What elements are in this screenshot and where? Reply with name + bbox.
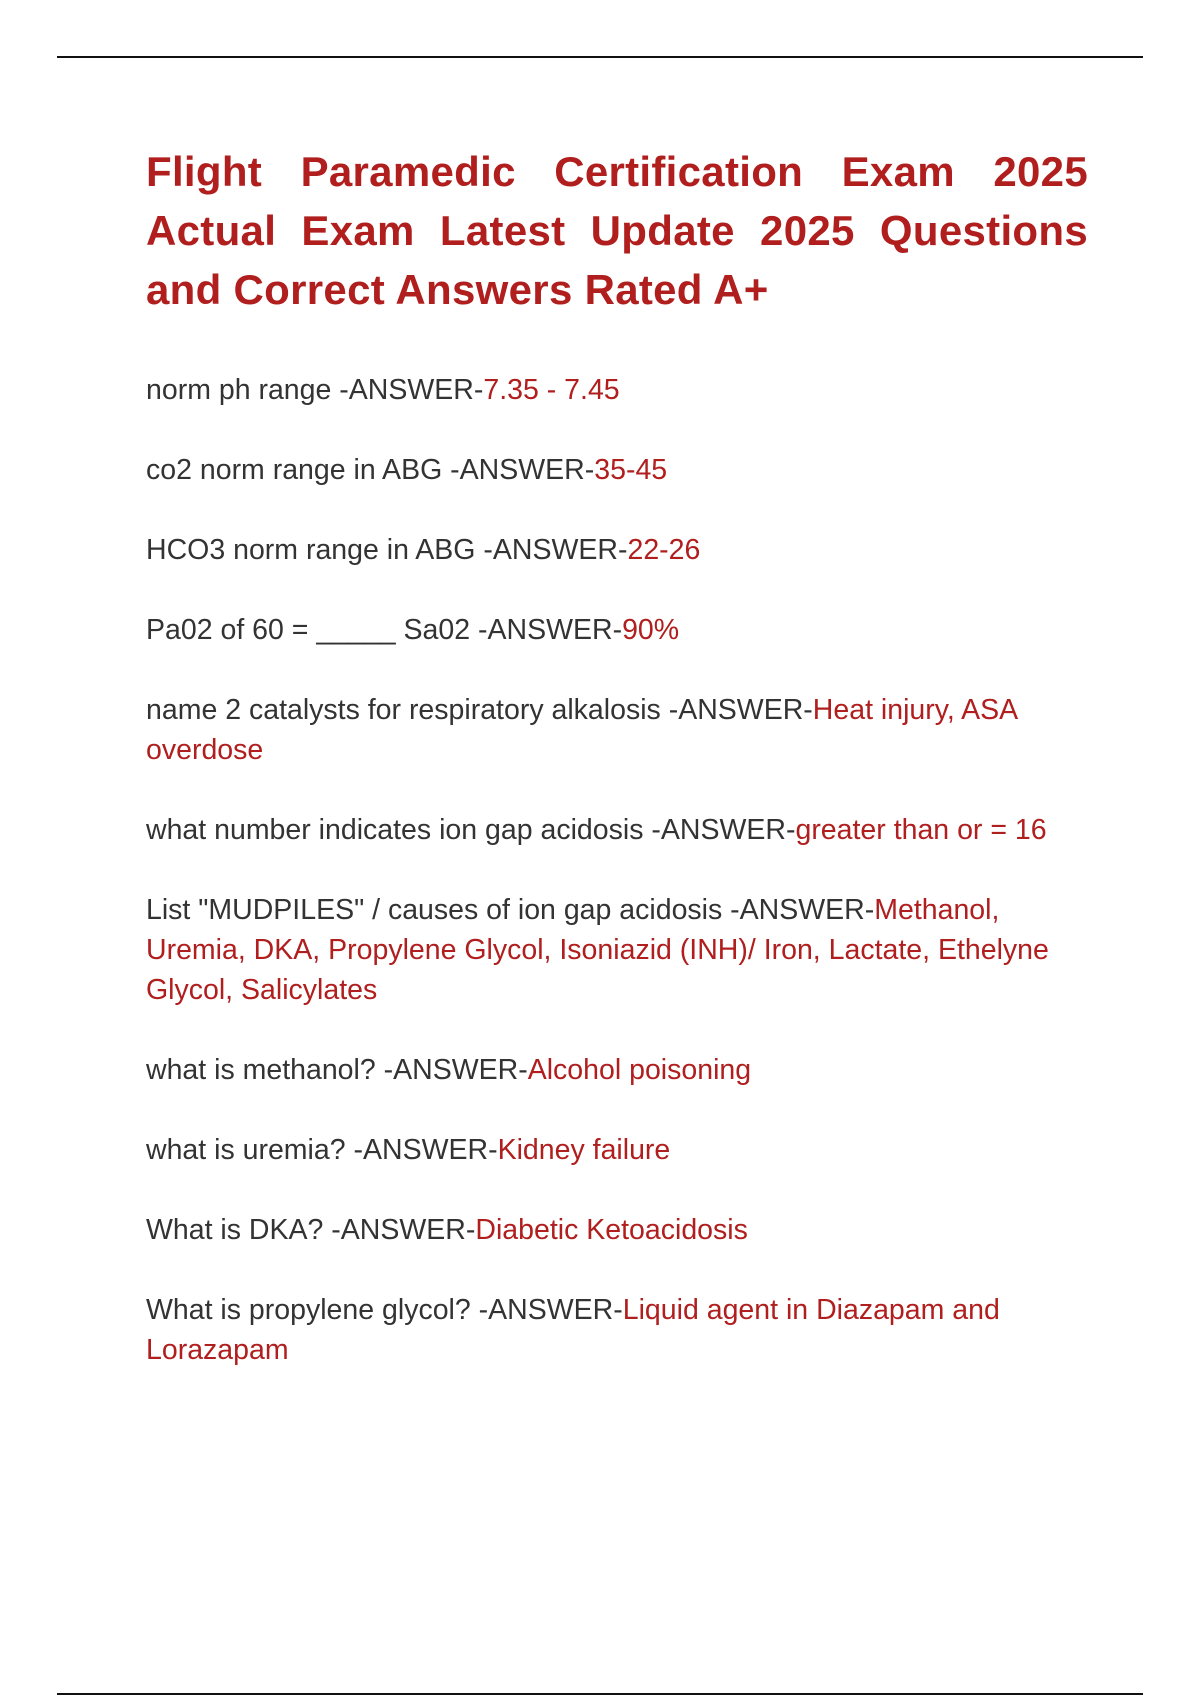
bottom-rule	[57, 1693, 1143, 1695]
question: What is DKA?	[146, 1214, 324, 1246]
question: what number indicates ion gap acidosis	[146, 814, 644, 846]
question: List "MUDPILES" / causes of ion gap acidosis	[146, 894, 723, 926]
question: what is methanol?	[146, 1054, 376, 1086]
answer-separator: -ANSWER-	[722, 894, 875, 926]
answer-separator: -ANSWER-	[331, 374, 484, 406]
qa-item	[146, 450, 1088, 490]
qa-item	[146, 1290, 1088, 1370]
qa-item	[146, 810, 1088, 850]
answer-separator: -ANSWER-	[660, 694, 813, 726]
question: what is uremia?	[146, 1134, 346, 1166]
answer-separator: -ANSWER-	[375, 1054, 528, 1086]
qa-item	[146, 1130, 1088, 1170]
answer-separator: -ANSWER-	[442, 454, 595, 486]
answer: Methanol, Uremia, DKA, Propylene Glycol, Isoniazid (INH)/ Iron, Lactate, Ethelyne Glycol, Salicylates	[146, 894, 1049, 1006]
qa-item	[146, 1210, 1088, 1250]
answer-separator: -ANSWER-	[323, 1214, 476, 1246]
answer-separator: -ANSWER-	[643, 814, 796, 846]
question: HCO3 norm range in ABG	[146, 534, 476, 566]
qa-item	[146, 610, 1088, 650]
answer: Heat injury, ASA overdose	[146, 694, 1017, 766]
qa-item	[146, 370, 1088, 410]
document-title: Flight Paramedic Certification Exam 2025 Actual Exam Latest Update 2025 Questions and Correct Answers Rated A+	[146, 148, 1088, 313]
qa-item	[146, 690, 1088, 770]
qa-item	[146, 530, 1088, 570]
answer-separator: -ANSWER-	[345, 1134, 498, 1166]
document-body	[146, 142, 1088, 1410]
question: name 2 catalysts for respiratory alkalosis	[146, 694, 661, 726]
answer: 90%	[622, 614, 680, 646]
answer-separator: -ANSWER-	[475, 534, 628, 566]
answer: Diabetic Ketoacidosis	[475, 1214, 748, 1246]
question: Pa02 of 60 = _____ Sa02	[146, 614, 471, 646]
answer: greater than or = 16	[795, 814, 1047, 846]
answer-separator: -ANSWER-	[470, 614, 623, 646]
question: norm ph range	[146, 374, 332, 406]
qa-list	[146, 370, 1088, 1370]
answer: Kidney failure	[497, 1134, 671, 1166]
answer: Liquid agent in Diazapam and Lorazapam	[146, 1294, 1000, 1366]
top-rule	[57, 56, 1143, 58]
qa-item	[146, 1050, 1088, 1090]
qa-item	[146, 890, 1088, 1010]
answer: 7.35 - 7.45	[483, 374, 620, 406]
answer: Alcohol poisoning	[527, 1054, 752, 1086]
answer-separator: -ANSWER-	[470, 1294, 623, 1326]
question: co2 norm range in ABG	[146, 454, 443, 486]
question: What is propylene glycol?	[146, 1294, 471, 1326]
answer: 22-26	[627, 534, 701, 566]
answer: 35-45	[594, 454, 668, 486]
